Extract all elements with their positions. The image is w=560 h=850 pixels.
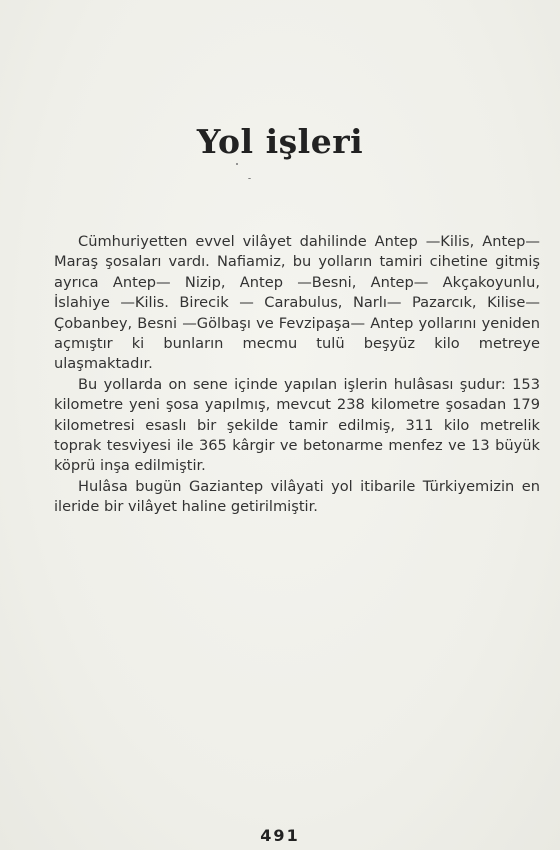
- page-title: Yol işleri: [196, 122, 364, 162]
- print-speck: [236, 163, 238, 165]
- print-speck: [248, 178, 251, 179]
- paragraph: Cümhuriyetten evvel vilâyet dahilinde Antep —Kilis, Antep— Maraş şosaları vardı. Nafiamiz, bu yolların tamiri cihetine gitmiş ayrıca Antep— Nizip, Antep —Besni, Antep— Akçakoyunlu, İslahiye —Kilis. Birecik — Carabulus, Narlı— Pazarcık, Kilise— Çobanbey, Besni —Gölbaşı ve Fevzipaşa— Antep yollarını yeniden açmıştır ki bunların mecmu tulü beşyüz kilo metreye ulaşmaktadır.: [54, 233, 540, 373]
- page-number: 491: [260, 826, 300, 845]
- paragraph: Bu yollarda on sene içinde yapılan işlerin hulâsası şudur: 153 kilometre yeni şosa yapılmış, mevcut 238 kilometre şosadan 179 kilometresi esaslı bir şekilde tamir edilmiş, 311 kilo metrelik toprak tesviyesi ile 365 kârgir ve betonarme menfez ve 13 büyük köprü inşa edilmiştir.: [54, 375, 540, 475]
- paragraph: Hulâsa bugün Gaziantep vilâyati yol itibarile Türkiyemizin en ileride bir vilâyet haline getirilmiştir.: [54, 477, 540, 516]
- body-text: [54, 232, 540, 518]
